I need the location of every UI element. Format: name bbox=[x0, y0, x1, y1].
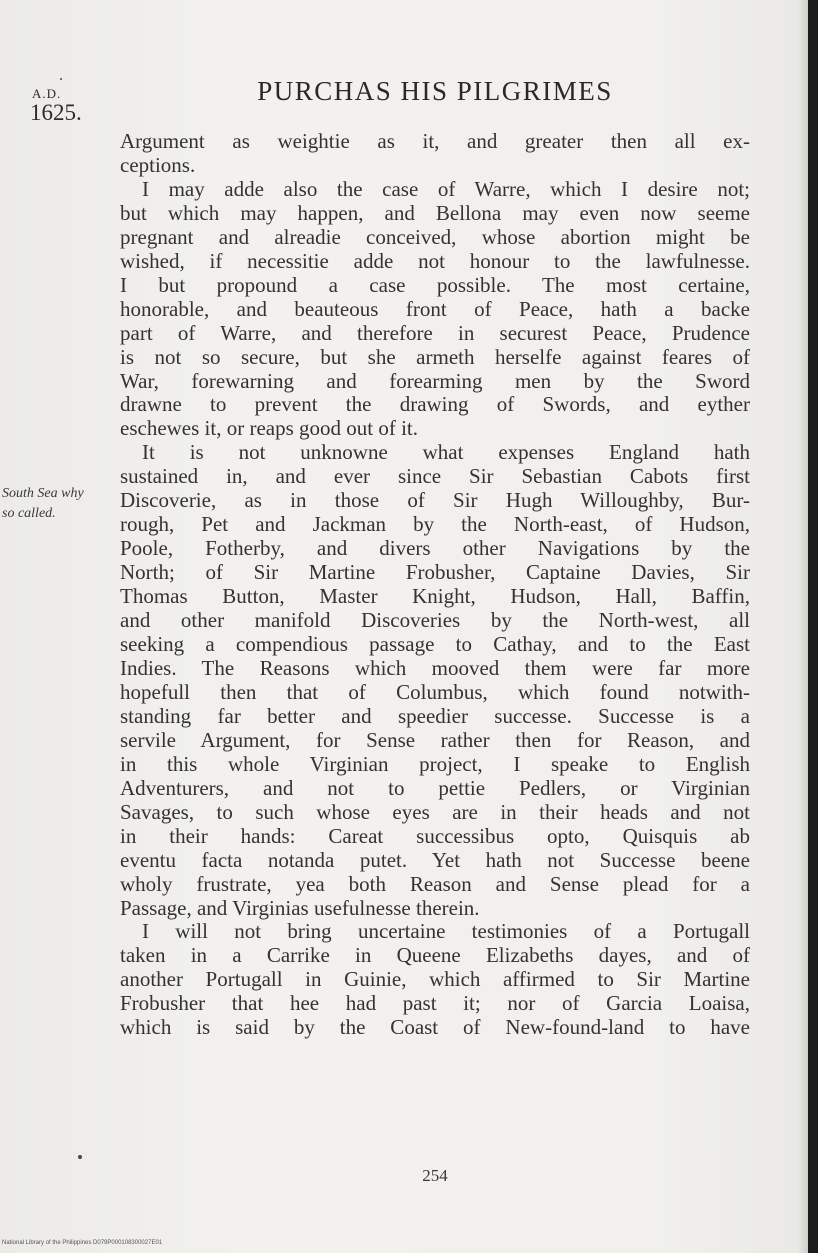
text-line: Passage, and Virginias usefulnesse therein. bbox=[120, 895, 480, 920]
print-speck bbox=[60, 78, 62, 80]
text-line: sustained in, and ever since Sir Sebastian Cabots first bbox=[120, 464, 750, 489]
text-line: I will not bring uncertaine testimonies of a Portugall bbox=[142, 919, 750, 944]
text-line: Poole, Fotherby, and divers other Navigations by the bbox=[120, 536, 750, 561]
text-line: standing far better and speedier successe. Successe is a bbox=[120, 703, 750, 728]
margin-note bbox=[2, 484, 112, 524]
text-line: North; of Sir Martine Frobusher, Captaine Davies, Sir bbox=[120, 560, 750, 585]
text-line: part of Warre, and therefore in securest Peace, Prudence bbox=[120, 320, 750, 345]
text-line: wholy frustrate, yea both Reason and Sense plead for a bbox=[120, 871, 750, 896]
margin-year-number: 1625. bbox=[30, 100, 82, 125]
text-line: eventu facta notanda putet. Yet hath not Successe beene bbox=[120, 847, 750, 872]
text-line: pregnant and alreadie conceived, whose abortion might be bbox=[120, 224, 750, 249]
text-line: but which may happen, and Bellona may even now seeme bbox=[120, 200, 750, 225]
page-number: 254 bbox=[422, 1166, 448, 1185]
text-line: in this whole Virginian project, I speake to English bbox=[120, 751, 750, 776]
margin-year bbox=[30, 86, 90, 126]
page-edge bbox=[808, 0, 818, 1253]
text-line: seeking a compendious passage to Cathay, and to the East bbox=[120, 632, 750, 657]
margin-note-line-2: so called. bbox=[2, 506, 56, 521]
text-line: which is said by the Coast of New-found-land to have bbox=[120, 1015, 750, 1040]
text-line: honorable, and beauteous front of Peace, hath a backe bbox=[120, 296, 750, 321]
text-line: servile Argument, for Sense rather then for Reason, and bbox=[120, 727, 750, 752]
page-gutter-shadow bbox=[798, 0, 808, 1253]
running-head: PURCHAS HIS PILGRIMES bbox=[257, 76, 613, 106]
margin-note-line-1: South Sea why bbox=[2, 486, 84, 501]
text-line: taken in a Carrike in Queene Elizabeths dayes, and of bbox=[120, 943, 750, 968]
text-body bbox=[120, 130, 750, 1040]
text-line: I may adde also the case of Warre, which I desire not; bbox=[142, 176, 750, 201]
text-line: wished, if necessitie adde not honour to the lawfulnesse. bbox=[120, 248, 750, 273]
scan-credit: National Library of the Philippines D079P000108300027E01 bbox=[2, 1240, 163, 1246]
text-line: drawne to prevent the drawing of Swords, and eyther bbox=[120, 392, 750, 417]
text-line: Frobusher that hee had past it; nor of Garcia Loaisa, bbox=[120, 991, 750, 1016]
text-line: eschewes it, or reaps good out of it. bbox=[120, 416, 419, 441]
print-speck bbox=[78, 1155, 82, 1159]
text-line: Argument as weightie as it, and greater then all ex- bbox=[120, 129, 750, 153]
text-line: It is not unknowne what expenses England hath bbox=[142, 440, 750, 465]
text-line: hopefull then that of Columbus, which found notwith- bbox=[120, 679, 750, 704]
text-line: Adventurers, and not to pettie Pedlers, or Virginian bbox=[120, 775, 750, 800]
margin-year-ad: A.D. bbox=[32, 86, 62, 101]
text-line: ceptions. bbox=[120, 152, 196, 177]
text-line: War, forewarning and forearming men by the Sword bbox=[120, 368, 750, 393]
text-line: Indies. The Reasons which mooved them were far more bbox=[120, 655, 750, 680]
text-line: in their hands: Careat successibus opto, Quisquis ab bbox=[120, 823, 750, 848]
text-line: Thomas Button, Master Knight, Hudson, Hall, Baffin, bbox=[120, 584, 750, 609]
text-line: I but propound a case possible. The most certaine, bbox=[120, 272, 750, 297]
text-line: is not so secure, but she armeth herselfe against feares of bbox=[120, 344, 750, 369]
text-line: Savages, to such whose eyes are in their heads and not bbox=[120, 799, 750, 824]
text-line: and other manifold Discoveries by the North-west, all bbox=[120, 608, 750, 633]
text-line: another Portugall in Guinie, which affirmed to Sir Martine bbox=[120, 967, 750, 992]
text-line: Discoverie, as in those of Sir Hugh Willoughby, Bur- bbox=[120, 488, 750, 513]
text-line: rough, Pet and Jackman by the North-east, of Hudson, bbox=[120, 512, 750, 537]
